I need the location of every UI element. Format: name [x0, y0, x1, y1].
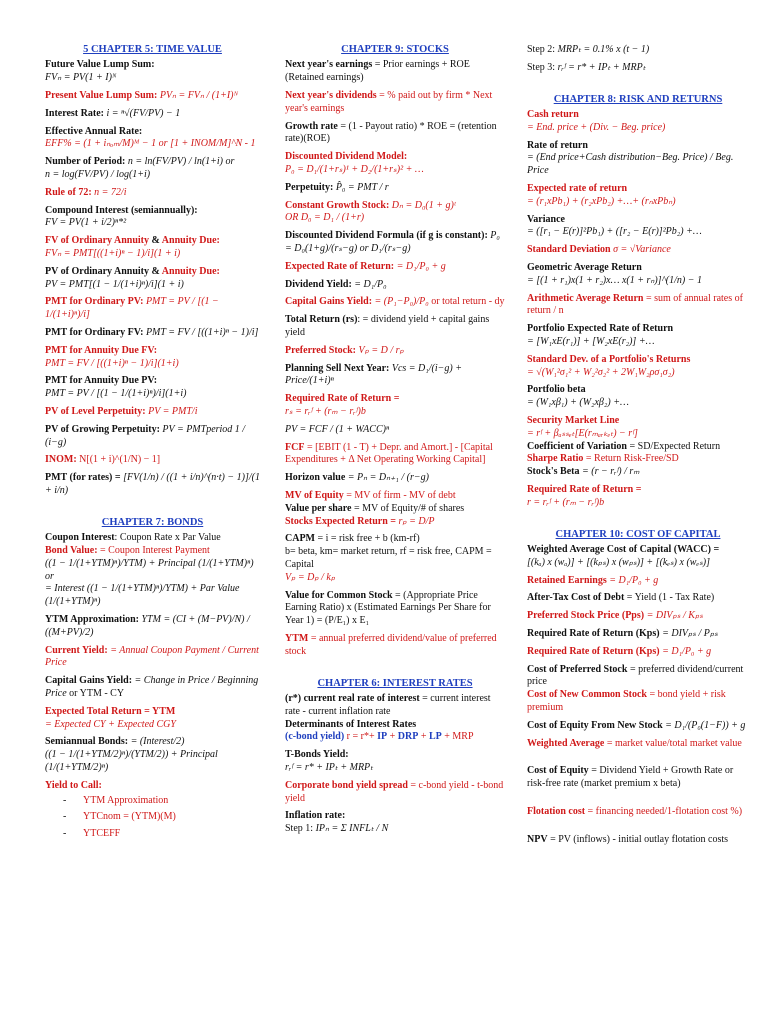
- geometric-average-return: Geometric Average Return = [(1 + r₁)x(1 + r₂)x… x(1 + rₙ)]^(1/n) − 1: [527, 262, 702, 286]
- cost-of-preferred-stock: Cost of Preferred Stock = preferred dividend/current price Cost of New Common Stock = bond yield + risk premium: [527, 663, 744, 713]
- portfolio-standard-deviation: Standard Dev. of a Portfolio's Returns = √(W₁²σ₁² + W₂²σ₂² + 2W₁W₂ρσ₁σ₂): [527, 353, 691, 378]
- pmt-ordinary-fv: PMT for Ordinary FV: PMT = FV / [((1+i)ⁿ − 1)/i]: [45, 326, 259, 338]
- present-value-fcf: PV = FCF / (1 + WACC)ⁿ: [285, 423, 390, 435]
- cost-of-equity-new-stock: Cost of Equity From New Stock = D₁/(P₀(1−F)) + g: [527, 719, 746, 731]
- mv-of-equity: MV of Equity = MV of firm - MV of debt Value per share = MV of Equity/# of shares Stocks Expected Return = rₚ = D/P: [285, 489, 465, 527]
- pmt-ordinary-pv: PMT for Ordinary PV: PMT = PV / [(1 − 1/(1+i)ⁿ)/i]: [45, 296, 219, 321]
- inflation-rate: Inflation rate: Step 1: IPₙ = Σ INFLₜ / N: [285, 810, 389, 835]
- column-middle: [285, 40, 505, 841]
- chapter-5-heading: 5 CHAPTER 5: TIME VALUE: [83, 44, 222, 55]
- next-year-dividends: Next year's dividends = % paid out by firm * Next year's earnings: [285, 90, 493, 114]
- pmt-for-rates: PMT (for rates) = [FV(1/n) / ((1 + i/n)^(n·t) − 1)]/(1 + i/n): [45, 472, 260, 496]
- constant-growth-stock: Constant Growth Stock: Dₙ = D₀(1 + g)ᵗ OR D₀ = D₁ / (1+r): [285, 199, 456, 224]
- fv-annuity: FV of Ordinary Annuity & Annuity Due: FVₙ = PMT[((1+i)ⁿ − 1)/i](1 + i): [45, 235, 220, 259]
- yield-to-call-list: [45, 795, 260, 841]
- chapter-6-heading: CHAPTER 6: INTEREST RATES: [317, 677, 473, 689]
- fv-lump-sum: Future Value Lump Sum: FVₙ = PV(1 + I)ᴺ: [45, 59, 155, 84]
- security-market-line: Security Market Line = rᶠ + βₐₛₛₑₜ[E(rₘₐᵣₖₑₜ) − rᶠ] Coefficient of Variation = SD/Expected Return Sharpe Ratio = Return Risk-Free/SD Stock's Beta = (r − rᵣᶠ) / rₘ: [527, 414, 721, 478]
- interest-rate: Interest Rate: i = ⁿ√(FV/PV) − 1: [45, 107, 181, 119]
- pmt-annuity-due-fv: PMT for Annuity Due FV: PMT = FV / [((1+i)ⁿ − 1)/i](1+i): [45, 344, 179, 369]
- rule-of-72: Rule of 72: n = 72/i: [45, 186, 127, 198]
- expected-rate-of-return: Expected Rate of Return: = D₁/P₀ + g: [285, 260, 446, 272]
- column-right: [527, 44, 749, 852]
- required-rate-of-return-stock: Required Rate of Return = rₛ = rᵣᶠ + (rₘ − rᵣᶠ)b: [285, 393, 400, 417]
- list-item: - YTCEFF: [63, 828, 260, 841]
- chapter-10-heading: CHAPTER 10: COST OF CAPITAL: [555, 528, 721, 540]
- chapter-9-heading: CHAPTER 9: STOCKS: [341, 44, 449, 55]
- cash-return: Cash return = End. price + (Div. − Beg. price): [527, 109, 666, 133]
- growth-rate: Growth rate = (1 - Payout ratio) * ROE = (retention rate)(ROE): [285, 120, 497, 145]
- rate-of-return: Rate of return = (End price+Cash distribution−Beg. Price) / Beg. Price: [527, 139, 734, 177]
- preferred-stock-price: Preferred Stock Price (Pps) = DIVₚₛ / Kₚₛ: [527, 610, 703, 622]
- yield-to-call: Yield to Call: - YTM Approximation - YTCnom = (YTM)(M) - YTCEFF: [45, 780, 260, 841]
- step-3: Step 3: rᵣᶠ = r* + IPₜ + MRPₜ: [527, 61, 646, 73]
- total-return: Total Return (rs): = dividend yield + capital gains yield: [285, 314, 490, 338]
- effective-annual-rate: Effective Annual Rate: EFF% = (1 + iₙₒₘ/M)ᴹ − 1 or [1 + INOM/M]^N - 1: [45, 125, 256, 150]
- chapter-8-heading: CHAPTER 8: RISK AND RETURNS: [553, 93, 723, 105]
- expected-rate-of-return-risk: Expected rate of return = (r₁xPb₁) + (r₂xPb₂) +…+ (rₙxPbₙ): [527, 183, 676, 207]
- real-rate-of-interest: (r*) current real rate of interest = current interest rate - current inflation rate Determinants of Interest Rates (c-bond yield) r = r*+ IP + DRP + LP + MRP: [285, 692, 491, 743]
- discounted-dividend-model: Discounted Dividend Model: P₀ = D₁/(1+rₛ)¹ + D₂/(1+rₛ)² + …: [285, 151, 424, 176]
- preferred-stock: Preferred Stock: Vₚ = D / rₚ: [285, 344, 404, 356]
- required-rate-kps-growth: Required Rate of Return (Kps) = D₁/P₀ + g: [527, 645, 712, 657]
- flotation-cost: Flotation cost = financing needed/1-flotation cost %): [527, 805, 743, 817]
- pv-growing-perpetuity: PV of Growing Perpetuity: PV = PMTperiod 1 / (i−g): [45, 423, 246, 448]
- after-tax-cost-of-debt: After-Tax Cost of Debt = Yield (1 - Tax Rate): [527, 592, 715, 604]
- capital-gains-yield: Capital Gains Yield: = Change in Price / Beginning Price or YTM - CY: [45, 675, 259, 699]
- capital-gains-yield-stock: Capital Gains Yield: = (P₁−P₀)/P₀ or total return - dy: [285, 296, 505, 308]
- inom: INOM: N[(1 + i)^(1/N) − 1]: [45, 454, 161, 466]
- list-item: - YTCnom = (YTM)(M): [63, 811, 260, 824]
- current-yield: Current Yield: = Annual Coupon Payment / Current Price: [45, 644, 259, 669]
- pv-level-perpetuity: PV of Level Perpetuity: PV = PMT/i: [45, 405, 198, 417]
- t-bonds-yield: T-Bonds Yield: rᵣᶠ = r* + IPₜ + MRPₜ: [285, 749, 374, 773]
- required-rate-kps: Required Rate of Return (Kps) = DIVₚₛ / Pₚₛ: [527, 627, 718, 639]
- pv-annuity: PV of Ordinary Annuity & Annuity Due: PV = PMT[(1 − 1/(1+i)ⁿ)/i](1 + i): [45, 265, 220, 290]
- retained-earnings: Retained Earnings = D₁/P₀ + g: [527, 574, 659, 586]
- expected-total-return: Expected Total Return = YTM = Expected CY + Expected CGY: [45, 705, 176, 730]
- arithmetic-average-return: Arithmetic Average Return = sum of annual rates of return / n: [527, 292, 743, 317]
- ytm-preferred: YTM = annual preferred dividend/value of preferred stock: [285, 632, 497, 657]
- semiannual-bonds: Semiannual Bonds: = (Interest/2) ((1 − 1/(1+YTM/2)ⁿ)/(YTM/2)) + Principal (1/(1+YTM/2)ⁿ): [45, 736, 218, 773]
- wacc: Weighted Average Cost of Capital (WACC) = [(kₐ) x (wₐ)] + [(kₚₛ) x (wₚₛ)] + [(kₑₛ) x (wₑₛ)]: [527, 543, 720, 568]
- pv-lump-sum: Present Value Lump Sum: PVₙ = FVₙ / (1+I)ᴺ: [45, 90, 239, 102]
- number-of-period: Number of Period: n = ln(FV/PV) / ln(1+i) or n = log(FV/PV) / log(1+i): [45, 156, 235, 181]
- dividend-yield: Dividend Yield: = D₁/P₀: [285, 278, 387, 290]
- portfolio-beta: Portfolio beta = (W₁xβ₁) + (W₂xβ₂) +…: [527, 384, 629, 409]
- cost-of-equity: Cost of Equity = Dividend Yield + Growth Rate or risk-free rate (market premium x beta): [527, 765, 734, 790]
- portfolio-expected-return: Portfolio Expected Rate of Return = [W₁xE(r₁)] + [W₂xE(r₂)] +…: [527, 323, 674, 347]
- corporate-bond-yield-spread: Corporate bond yield spread = c-bond yield - t-bond yield: [285, 779, 504, 804]
- free-cash-flow: FCF = [EBIT (1 - T) + Depr. and Amort.] - [Capital Expenditures + Δ Net Operating Working Capital]: [285, 441, 493, 466]
- required-rate-of-return-risk: Required Rate of Return = r = rᵣᶠ + (rₘ − rᵣᶠ)b: [527, 483, 642, 508]
- horizon-value: Horizon value = Pₙ = Dₙ₊₁ / (r−g): [285, 472, 429, 484]
- weighted-average: Weighted Average = market value/total market value: [527, 737, 742, 749]
- perpetuity: Perpetuity: P̂₀ = PMT / r: [285, 181, 389, 193]
- pmt-annuity-due-pv: PMT for Annuity Due PV: PMT = PV / [(1 − 1/(1+i)ⁿ)/i](1+i): [45, 375, 187, 400]
- capm: CAPM = i = risk free + b (km-rf) b= beta, km= market return, rf = risk free, CAPM = Capital Vₚ = Dₚ / kₚ: [285, 533, 492, 583]
- chapter-7-heading: CHAPTER 7: BONDS: [101, 516, 204, 528]
- coupon-interest: Coupon Interest: Coupon Rate x Par Value Bond Value: = Coupon Interest Payment ((1 − 1/(1+YTM)ⁿ)/YTM) + Principal (1/(1+YTM)ⁿ) or = Interest ((1 − 1/(1+YTM)ⁿ)/YTM) + Par Value (1/(1+YTM)ⁿ): [45, 532, 254, 608]
- discounted-dividend-formula: Discounted Dividend Formula (if g is constant): P₀ = D₀(1+g)/(rₛ−g) or D₁/(rₛ−g): [285, 230, 500, 254]
- npv: NPV = PV (inflows) - initial outlay flotation costs: [527, 833, 729, 845]
- step-2: Step 2: MRPₜ = 0.1% x (t − 1): [527, 44, 650, 55]
- list-item: - YTM Approximation: [63, 795, 260, 808]
- value-for-common-stock: Value for Common Stock = (Appropriate Price Earning Ratio) x (Estimated Earnings Per Share for Year 1) = (P/E₁) x E₁: [285, 589, 491, 627]
- next-year-earnings: Next year's earnings = Prior earnings + ROE (Retained earnings): [285, 59, 470, 84]
- variance: Variance = ([r₁ − E(r)]²Pb₁) + ([r₂ − E(r)]²Pb₂) +…: [527, 213, 702, 238]
- column-left: [45, 40, 260, 846]
- ytm-approximation: YTM Approximation: YTM = (CI + (M−PV)/N) / ((M+PV)/2): [45, 613, 250, 638]
- compound-interest: Compound Interest (semiannually): FV = PV(1 + i/2)ⁿ*²: [45, 204, 198, 229]
- standard-deviation: Standard Deviation σ = √Variance: [527, 244, 671, 256]
- planning-sell-next-year: Planning Sell Next Year: Vcs = D₁/(i−g) + Price/(1+i)ⁿ: [285, 362, 462, 387]
